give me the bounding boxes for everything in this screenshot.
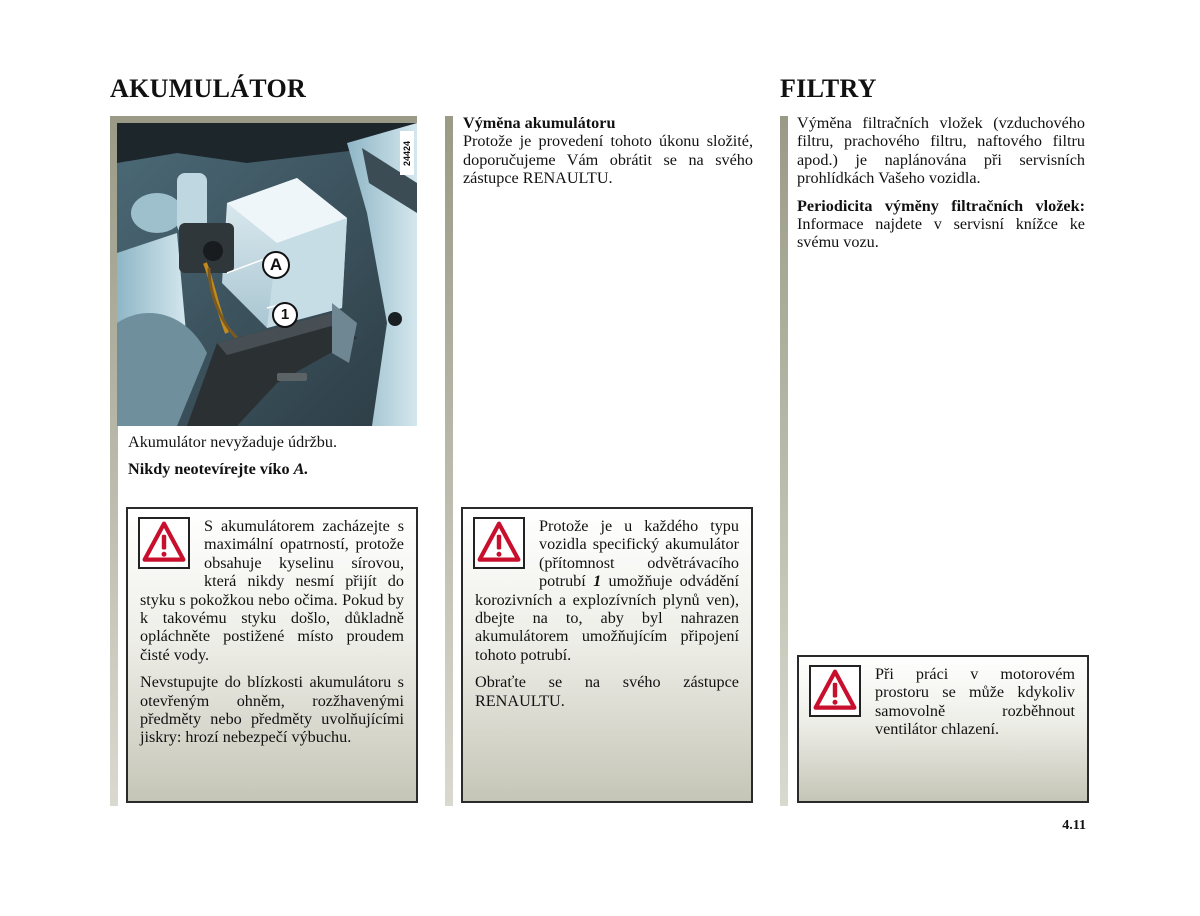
maintenance-free-text: Akumulátor nevyžaduje údržbu.	[128, 433, 338, 451]
warning-triangle-icon	[809, 665, 861, 717]
callout-1: 1	[272, 302, 298, 328]
filters-text: Výměna filtračních vložek (vzduchového filtru, prachového filtru, naftového filtru apod.) je naplánována při servisních prohlídkách Vašeho vozidla.	[797, 114, 1085, 188]
warning-triangle-icon	[473, 517, 525, 569]
contact-dealer-text: Obraťte se na svého zástupce RENAULTU.	[475, 673, 739, 710]
battery-replacement-title: Výměna akumulátoru	[463, 114, 616, 132]
page-number: 4.11	[1062, 818, 1086, 833]
column-bar-right	[780, 116, 788, 806]
acid-warning-text: S akumulátorem zacházejte s maximální opatrností, protože obsahuje kyselinu sírovou, která nikdy nesmí přijít do styku s pokožkou nebo očima. Pokud by k takovému styku došlo, důkladně opláchněte postižené místo proudem čisté vody.	[140, 517, 404, 664]
engine-bay-photo	[117, 123, 417, 426]
vent-pipe-warning-text: Protože je u každého typu vozidla specifický akumulátor (přítomnost odvětrávacího potrubí 1 umožňuje odvádění korozivních a explozívních plynů ven), dbejte na to, aby byl nahrazen akumulátorem umožňujícím připojení tohoto potrubí.	[475, 517, 740, 664]
section-heading-filtry: FILTRY	[780, 74, 877, 103]
column-bar-middle	[445, 116, 453, 806]
battery-replacement-text: Protože je provedení tohoto úkonu složité, doporučujeme Vám obrátit se na svého zástupce RENAULTU.	[463, 132, 753, 188]
warning-triangle-icon	[138, 517, 190, 569]
warning-box-fan	[797, 655, 1089, 803]
do-not-open-text: Nikdy neotevírejte víko A.	[128, 460, 309, 479]
section-heading-akumulator: AKUMULÁTOR	[110, 74, 307, 103]
warning-box-acid	[126, 507, 418, 803]
battery-caption	[128, 433, 418, 488]
fan-warning-text: Při práci v motorovém prostoru se může kdykoliv samovolně rozběhnout ventilátor chlazení.	[875, 665, 1075, 739]
fire-warning-text: Nevstupujte do blízkosti akumulátoru s otevřeným ohněm, rozžhavenými předměty nebo předměty uvolňujícími jiskry: hrozí nebezpečí výbuchu.	[140, 673, 404, 747]
battery-replacement-section	[463, 114, 753, 197]
callout-a: A	[262, 251, 290, 279]
filter-periodicity-text: Periodicita výměny filtračních vložek: Informace najdete v servisní knížce ke svému vozu.	[797, 196, 1085, 252]
photo-code: 24424	[400, 131, 414, 175]
warning-box-vent-pipe	[461, 507, 753, 803]
filters-section	[797, 114, 1085, 261]
